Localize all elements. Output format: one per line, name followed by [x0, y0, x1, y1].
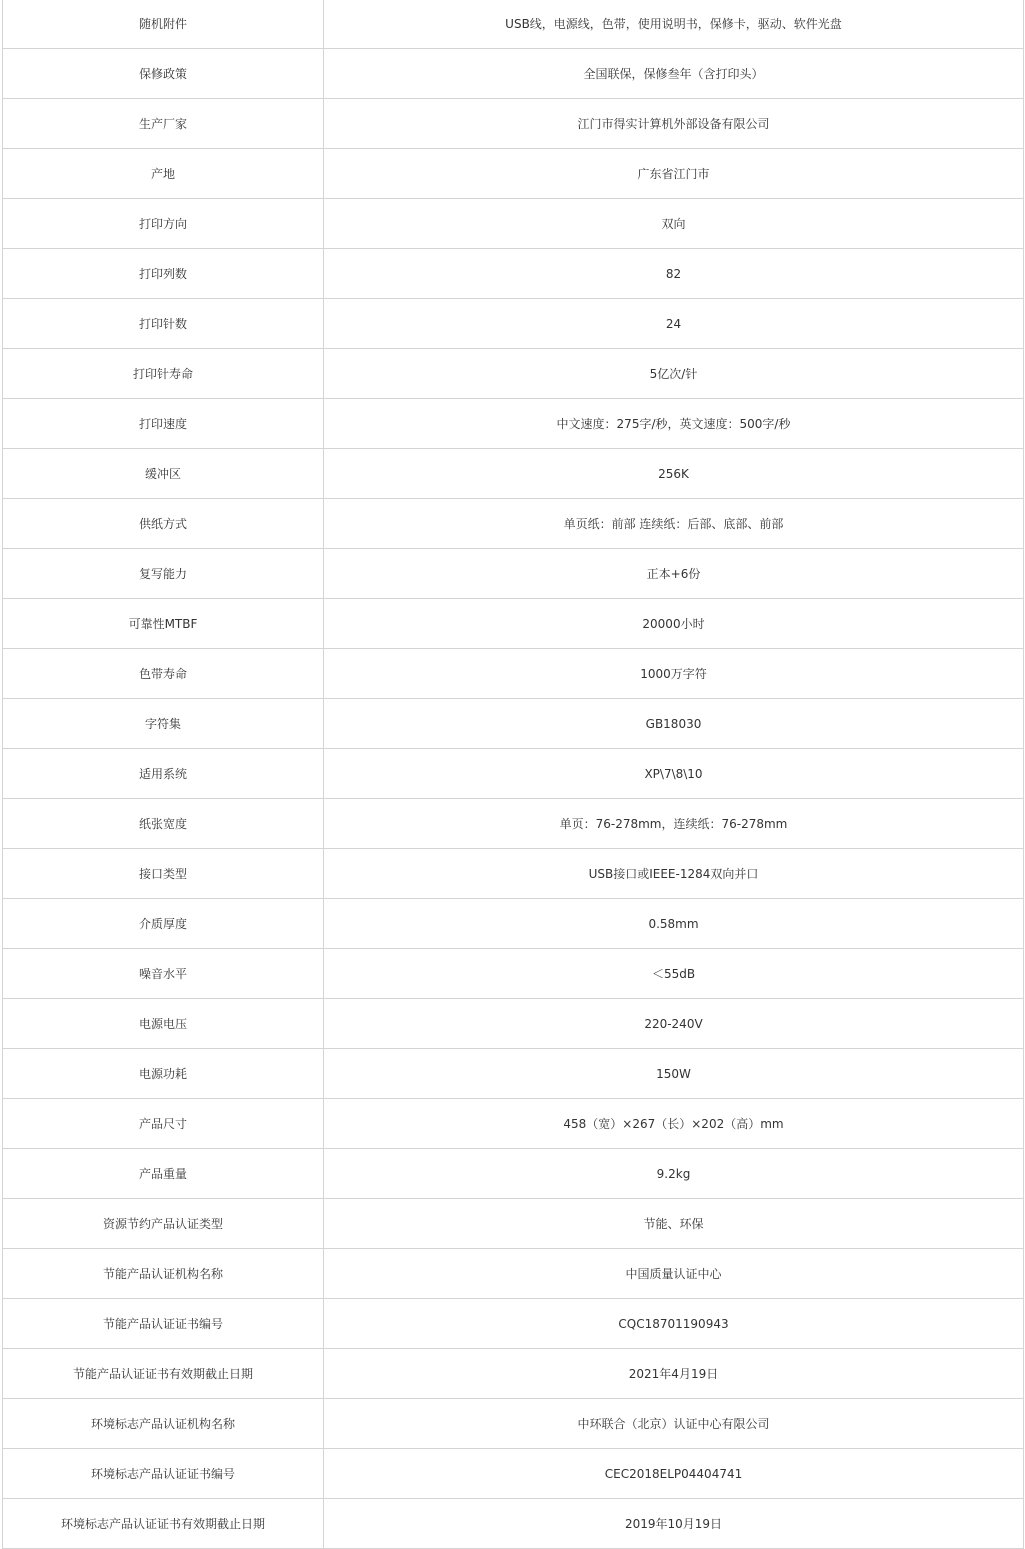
table-row — [3, 799, 1024, 849]
table-row — [3, 1299, 1024, 1349]
spec-label: 生产厂家 — [3, 99, 324, 149]
table-row — [3, 1149, 1024, 1199]
spec-label: 打印速度 — [3, 399, 324, 449]
spec-label: 环境标志产品认证机构名称 — [3, 1399, 324, 1449]
spec-label: 产品重量 — [3, 1149, 324, 1199]
spec-value: 1000万字符 — [324, 649, 1024, 699]
spec-label: 节能产品认证机构名称 — [3, 1249, 324, 1299]
spec-label: 字符集 — [3, 699, 324, 749]
spec-label: 纸张宽度 — [3, 799, 324, 849]
spec-label: 电源功耗 — [3, 1049, 324, 1099]
spec-label: 打印针寿命 — [3, 349, 324, 399]
spec-value: 广东省江门市 — [324, 149, 1024, 199]
spec-label: 打印针数 — [3, 299, 324, 349]
table-row — [3, 699, 1024, 749]
spec-value: 全国联保，保修叁年（含打印头） — [324, 49, 1024, 99]
table-row — [3, 899, 1024, 949]
spec-label: 保修政策 — [3, 49, 324, 99]
spec-value: 20000小时 — [324, 599, 1024, 649]
table-row — [3, 949, 1024, 999]
spec-value: 220-240V — [324, 999, 1024, 1049]
spec-label: 随机附件 — [3, 0, 324, 49]
spec-value: 双向 — [324, 199, 1024, 249]
spec-label: 产地 — [3, 149, 324, 199]
spec-value: USB接口或IEEE-1284双向并口 — [324, 849, 1024, 899]
spec-value: 江门市得实计算机外部设备有限公司 — [324, 99, 1024, 149]
spec-label: 节能产品认证证书有效期截止日期 — [3, 1349, 324, 1399]
spec-label: 缓冲区 — [3, 449, 324, 499]
spec-label: 噪音水平 — [3, 949, 324, 999]
spec-label: 可靠性MTBF — [3, 599, 324, 649]
table-row — [3, 499, 1024, 549]
spec-value: XP\7\8\10 — [324, 749, 1024, 799]
spec-value: CEC2018ELP04404741 — [324, 1449, 1024, 1499]
spec-table — [2, 0, 1024, 1549]
table-row — [3, 599, 1024, 649]
table-row — [3, 449, 1024, 499]
spec-label: 打印列数 — [3, 249, 324, 299]
spec-value: 256K — [324, 449, 1024, 499]
table-row — [3, 149, 1024, 199]
spec-value: 24 — [324, 299, 1024, 349]
spec-label: 电源电压 — [3, 999, 324, 1049]
table-row — [3, 299, 1024, 349]
spec-label: 环境标志产品认证证书有效期截止日期 — [3, 1499, 324, 1549]
spec-value: GB18030 — [324, 699, 1024, 749]
table-row — [3, 1449, 1024, 1499]
spec-label: 环境标志产品认证证书编号 — [3, 1449, 324, 1499]
spec-value: 458（宽）×267（长）×202（高）mm — [324, 1099, 1024, 1149]
table-row — [3, 199, 1024, 249]
table-row — [3, 999, 1024, 1049]
spec-table-body — [3, 0, 1024, 1549]
table-row — [3, 549, 1024, 599]
table-row — [3, 49, 1024, 99]
spec-value: 单页：76-278mm，连续纸：76-278mm — [324, 799, 1024, 849]
spec-value: 150W — [324, 1049, 1024, 1099]
table-row — [3, 1199, 1024, 1249]
spec-value: 中环联合（北京）认证中心有限公司 — [324, 1399, 1024, 1449]
spec-value: 82 — [324, 249, 1024, 299]
spec-label: 色带寿命 — [3, 649, 324, 699]
spec-value: 正本+6份 — [324, 549, 1024, 599]
table-row — [3, 0, 1024, 49]
table-row — [3, 99, 1024, 149]
spec-value: 9.2kg — [324, 1149, 1024, 1199]
spec-value: ＜55dB — [324, 949, 1024, 999]
spec-value: USB线，电源线，色带，使用说明书，保修卡，驱动、软件光盘 — [324, 0, 1024, 49]
table-row — [3, 1099, 1024, 1149]
spec-value: 单页纸：前部 连续纸：后部、底部、前部 — [324, 499, 1024, 549]
table-row — [3, 1049, 1024, 1099]
spec-value: 5亿次/针 — [324, 349, 1024, 399]
spec-label: 供纸方式 — [3, 499, 324, 549]
spec-label: 介质厚度 — [3, 899, 324, 949]
table-row — [3, 249, 1024, 299]
spec-value: 节能、环保 — [324, 1199, 1024, 1249]
spec-label: 接口类型 — [3, 849, 324, 899]
spec-value: 中文速度：275字/秒，英文速度：500字/秒 — [324, 399, 1024, 449]
table-row — [3, 399, 1024, 449]
table-row — [3, 1499, 1024, 1549]
table-row — [3, 849, 1024, 899]
spec-label: 适用系统 — [3, 749, 324, 799]
spec-label: 产品尺寸 — [3, 1099, 324, 1149]
spec-label: 打印方向 — [3, 199, 324, 249]
table-row — [3, 749, 1024, 799]
table-row — [3, 1399, 1024, 1449]
table-row — [3, 1349, 1024, 1399]
spec-value: 0.58mm — [324, 899, 1024, 949]
spec-value: 2019年10月19日 — [324, 1499, 1024, 1549]
spec-value: CQC18701190943 — [324, 1299, 1024, 1349]
spec-label: 复写能力 — [3, 549, 324, 599]
spec-label: 节能产品认证证书编号 — [3, 1299, 324, 1349]
spec-value: 中国质量认证中心 — [324, 1249, 1024, 1299]
table-row — [3, 1249, 1024, 1299]
spec-label: 资源节约产品认证类型 — [3, 1199, 324, 1249]
table-row — [3, 349, 1024, 399]
spec-value: 2021年4月19日 — [324, 1349, 1024, 1399]
table-row — [3, 649, 1024, 699]
